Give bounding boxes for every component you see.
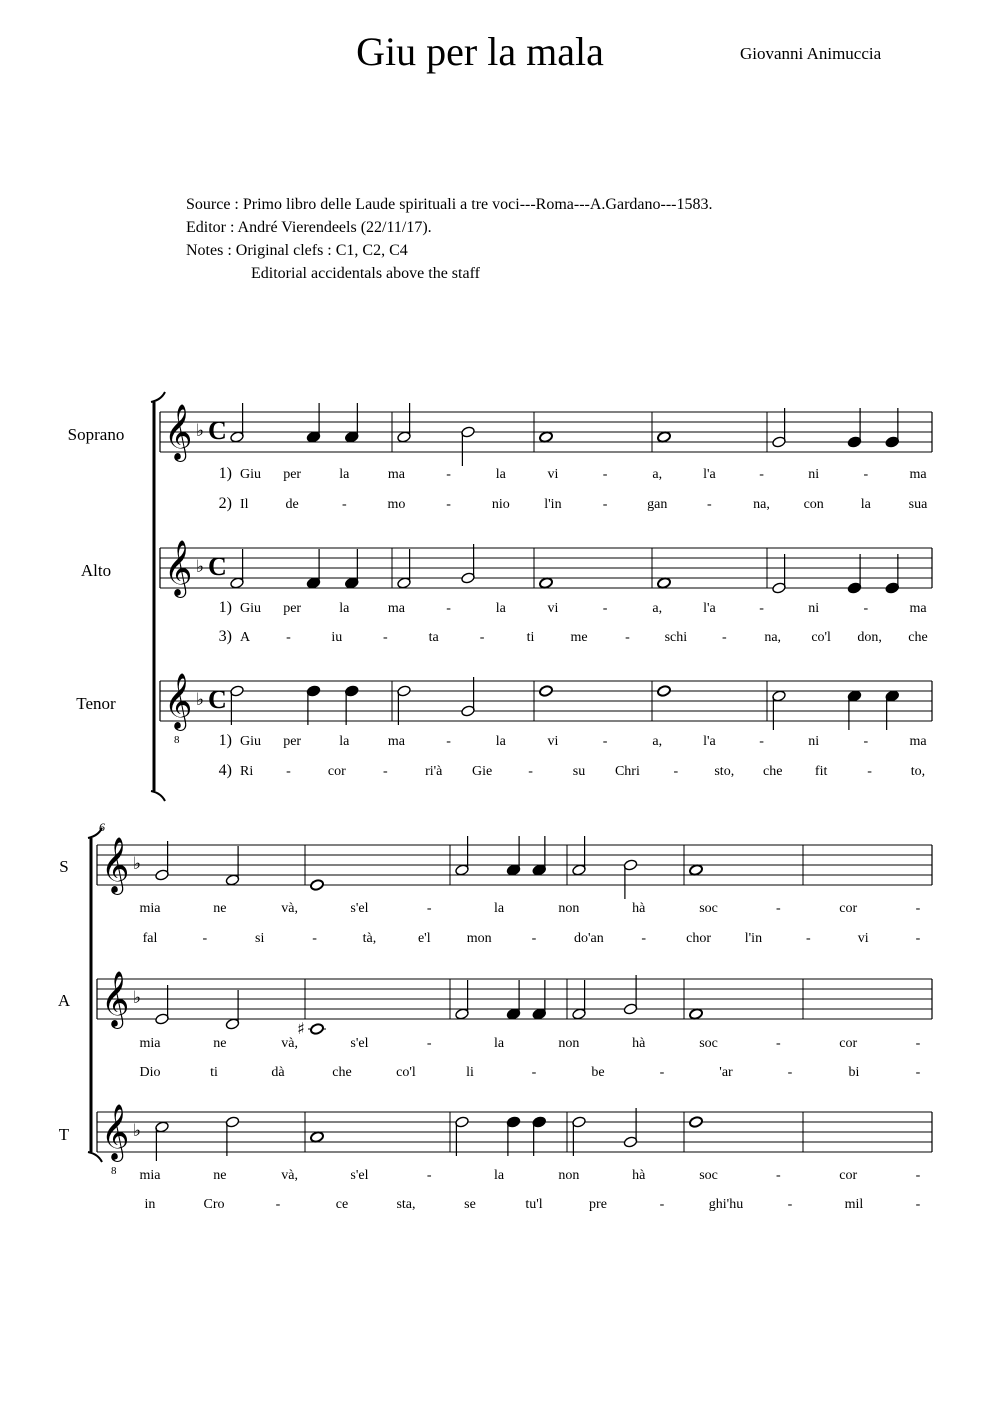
lyric-syllable: non: [558, 1036, 580, 1051]
lyric-syllable: -: [863, 467, 869, 482]
part-name: Soprano: [67, 425, 125, 444]
lyric-syllable: bi: [848, 1065, 860, 1080]
lyric-syllable: l'a: [703, 734, 716, 749]
lyric-syllable: iu: [331, 630, 343, 645]
lyric-syllable: ni: [808, 601, 820, 616]
lyric-syllable: s'el: [350, 1168, 369, 1183]
lyric-syllable: -: [776, 901, 781, 916]
lyric-syllable: la: [339, 467, 350, 482]
lyric-syllable: fal: [142, 931, 158, 946]
lyric-syllable: la: [494, 901, 505, 916]
lyric-syllable: Ri: [240, 764, 254, 779]
lyric-syllable: soc: [699, 1168, 718, 1183]
lyric-syllable: -: [707, 497, 712, 512]
lyric-syllable: don,: [857, 630, 882, 645]
verse-number: 4): [218, 762, 232, 779]
lyric-syllable: mil: [844, 1197, 864, 1212]
lyric-syllable: mia: [139, 1036, 161, 1051]
lyric-syllable: -: [531, 931, 537, 946]
lyric-syllable: la: [495, 601, 506, 616]
lyric-syllable: -: [776, 1036, 781, 1051]
lyric-syllable: -: [863, 601, 869, 616]
lyric-syllable: l'in: [744, 931, 763, 946]
lyric-syllable: co'l: [396, 1065, 416, 1080]
lyric-syllable: Cro: [203, 1197, 225, 1212]
lyric-syllable: -: [446, 601, 451, 616]
lyric-syllable: -: [202, 931, 208, 946]
notes-line-2: Editorial accidentals above the staff: [251, 265, 480, 282]
lyric-syllable: -: [759, 734, 764, 749]
lyric-syllable: -: [286, 764, 291, 779]
flat-key-icon: ♭: [133, 1121, 142, 1141]
lyric-syllable: -: [721, 630, 727, 645]
lyric-syllable: per: [283, 734, 302, 749]
time-signature: C: [208, 416, 227, 445]
lyric-syllable: ne: [213, 1168, 227, 1183]
verse-number: 1): [218, 732, 232, 749]
lyric-syllable: ma: [387, 467, 406, 482]
lyric-syllable: la: [494, 1036, 505, 1051]
lyric-syllable: chor: [686, 931, 712, 946]
lyric-syllable: cor: [839, 1168, 858, 1183]
lyric-syllable: soc: [699, 1036, 718, 1051]
lyric-syllable: e'l: [417, 931, 431, 946]
lyric-syllable: do'an: [573, 931, 604, 946]
lyric-syllable: -: [915, 1065, 921, 1080]
lyric-syllable: l'in: [544, 497, 562, 512]
lyric-syllable: schi: [664, 630, 688, 645]
lyric-syllable: ma: [909, 601, 927, 616]
lyric-syllable: -: [787, 1065, 793, 1080]
note-head: [657, 577, 672, 589]
lyric-syllable: ri'à: [425, 764, 443, 779]
lyric-syllable: de: [285, 497, 299, 512]
lyric-syllable: non: [558, 901, 580, 916]
part-name: S: [59, 857, 69, 876]
lyric-syllable: cor: [839, 1036, 858, 1051]
lyric-syllable: -: [446, 734, 451, 749]
lyric-syllable: -: [915, 901, 921, 916]
lyric-syllable: hà: [632, 1036, 646, 1051]
lyric-syllable: a,: [652, 601, 663, 616]
lyric-syllable: cor: [839, 901, 858, 916]
bracket-bottom-hook: [151, 791, 165, 801]
flat-key-icon: ♭: [196, 690, 205, 710]
lyric-syllable: -: [915, 1197, 921, 1212]
octave-eight-mark: 8: [174, 734, 180, 746]
lyric-syllable: cor: [327, 764, 346, 779]
lyric-syllable: -: [341, 497, 347, 512]
lyric-syllable: -: [759, 601, 764, 616]
lyric-syllable: A: [240, 630, 251, 645]
note-head: [310, 1023, 325, 1035]
lyric-syllable: per: [283, 601, 302, 616]
lyric-syllable: hà: [632, 901, 646, 916]
lyric-syllable: dà: [271, 1065, 285, 1080]
lyric-syllable: la: [339, 734, 350, 749]
lyric-syllable: l'a: [703, 601, 716, 616]
lyric-syllable: na,: [753, 497, 770, 512]
lyric-syllable: -: [382, 764, 388, 779]
composer-name: Giovanni Animuccia: [740, 44, 882, 63]
lyric-syllable: ma: [387, 734, 406, 749]
time-signature: C: [208, 552, 227, 581]
lyric-syllable: sto,: [714, 764, 735, 779]
measure-number: 6: [99, 820, 105, 834]
lyric-syllable: ne: [213, 901, 227, 916]
part-name: Alto: [80, 561, 112, 580]
lyric-syllable: la: [495, 734, 506, 749]
lyric-syllable: Gie: [472, 764, 493, 779]
verse-number: 2): [218, 495, 232, 512]
lyric-syllable: -: [479, 630, 485, 645]
lyric-syllable: li: [466, 1065, 474, 1080]
lyric-syllable: nio: [491, 497, 510, 512]
lyric-syllable: và,: [281, 1036, 298, 1051]
lyric-syllable: -: [602, 497, 608, 512]
lyric-syllable: hà: [632, 1168, 646, 1183]
lyric-syllable: -: [426, 1036, 432, 1051]
lyric-syllable: vi: [547, 467, 559, 482]
lyric-syllable: la: [495, 467, 506, 482]
lyric-syllable: -: [673, 764, 679, 779]
lyric-syllable: ma: [909, 467, 927, 482]
score-title: Giu per la mala: [356, 29, 604, 74]
lyric-syllable: Chri: [614, 764, 640, 779]
lyric-syllable: na,: [764, 630, 782, 645]
lyric-syllable: -: [867, 764, 872, 779]
bracket-bottom-hook: [88, 1152, 102, 1162]
lyric-syllable: me: [570, 630, 588, 645]
part-name: T: [58, 1125, 70, 1144]
lyric-syllable: vi: [857, 931, 869, 946]
lyric-syllable: che: [762, 764, 783, 779]
lyric-syllable: -: [426, 1168, 432, 1183]
lyric-syllable: -: [863, 734, 869, 749]
lyric-syllable: -: [641, 931, 647, 946]
lyric-syllable: -: [659, 1197, 665, 1212]
note-head: [539, 431, 554, 443]
lyric-syllable: fit: [814, 764, 828, 779]
lyric-syllable: mia: [139, 1168, 161, 1183]
lyric-syllable: Il: [240, 497, 249, 512]
lyric-syllable: -: [805, 931, 811, 946]
lyric-syllable: -: [312, 931, 317, 946]
lyric-syllable: ni: [808, 734, 820, 749]
lyric-syllable: -: [286, 630, 291, 645]
lyric-syllable: gan: [647, 497, 668, 512]
bracket-top-hook: [151, 392, 165, 402]
treble-clef-icon: 𝄞: [164, 673, 193, 729]
sharp-icon: ♯: [297, 1019, 305, 1038]
lyric-syllable: s'el: [350, 1036, 369, 1051]
verse-number: 1): [218, 465, 232, 482]
lyric-syllable: soc: [699, 901, 718, 916]
note-head: [539, 577, 554, 589]
note-head: [310, 879, 325, 891]
lyric-syllable: -: [446, 497, 451, 512]
treble-clef-icon: 𝄞: [101, 971, 130, 1027]
verse-number: 3): [218, 628, 232, 645]
lyric-syllable: -: [382, 630, 388, 645]
lyric-syllable: a,: [652, 467, 663, 482]
lyric-syllable: -: [602, 467, 608, 482]
flat-key-icon: ♭: [133, 988, 142, 1008]
treble-clef-icon: 𝄞: [164, 540, 193, 596]
lyric-syllable: -: [275, 1197, 281, 1212]
note-head: [539, 685, 554, 697]
lyric-syllable: Giu: [240, 734, 261, 749]
lyric-syllable: to,: [910, 764, 926, 779]
lyric-syllable: và,: [281, 901, 298, 916]
lyric-syllable: -: [915, 931, 921, 946]
lyric-syllable: ti: [526, 630, 535, 645]
lyric-syllable: -: [602, 734, 608, 749]
lyric-syllable: -: [659, 1065, 665, 1080]
lyric-syllable: 'ar: [719, 1065, 733, 1080]
lyric-syllable: -: [787, 1197, 793, 1212]
lyric-syllable: -: [759, 467, 764, 482]
lyric-syllable: -: [915, 1168, 921, 1183]
octave-eight-mark: 8: [111, 1165, 117, 1177]
lyric-syllable: vi: [547, 734, 559, 749]
lyric-syllable: a,: [652, 734, 663, 749]
note-head: [689, 864, 704, 876]
lyric-syllable: non: [558, 1168, 580, 1183]
lyric-syllable: -: [776, 1168, 781, 1183]
lyric-syllable: Giu: [240, 601, 261, 616]
lyric-syllable: pre: [589, 1197, 607, 1212]
treble-clef-icon: 𝄞: [101, 837, 130, 893]
lyric-syllable: s'el: [350, 901, 369, 916]
lyric-syllable: ne: [213, 1036, 227, 1051]
lyric-syllable: -: [625, 630, 630, 645]
lyric-syllable: mia: [139, 901, 161, 916]
lyric-syllable: -: [446, 467, 451, 482]
lyric-syllable: la: [860, 497, 871, 512]
lyric-syllable: la: [339, 601, 350, 616]
lyric-syllable: tu'l: [525, 1197, 543, 1212]
note-head: [689, 1116, 704, 1128]
note-head: [689, 1008, 704, 1020]
source-line: Source : Primo libro delle Laude spirituali a tre voci---Roma---A.Gardano---1583.: [186, 196, 713, 213]
lyric-syllable: si: [255, 931, 265, 946]
lyric-syllable: la: [494, 1168, 505, 1183]
editor-line: Editor : André Vierendeels (22/11/17).: [186, 219, 432, 236]
lyric-syllable: Dio: [139, 1065, 161, 1080]
lyric-syllable: mo: [387, 497, 406, 512]
note-head: [310, 1131, 325, 1143]
lyric-syllable: ni: [808, 467, 820, 482]
lyric-syllable: mon: [466, 931, 492, 946]
lyric-syllable: con: [803, 497, 824, 512]
lyric-syllable: l'a: [703, 467, 716, 482]
lyric-syllable: ma: [387, 601, 406, 616]
lyric-syllable: se: [464, 1197, 476, 1212]
flat-key-icon: ♭: [196, 421, 205, 441]
note-head: [657, 431, 672, 443]
part-name: A: [57, 991, 71, 1010]
treble-clef-icon: 𝄞: [101, 1104, 130, 1160]
lyric-syllable: tà,: [362, 931, 377, 946]
lyric-syllable: sua: [908, 497, 928, 512]
lyric-syllable: -: [426, 901, 432, 916]
part-name: Tenor: [76, 694, 116, 713]
note-head: [657, 685, 672, 697]
flat-key-icon: ♭: [133, 854, 142, 874]
lyric-syllable: be: [591, 1065, 605, 1080]
verse-number: 1): [218, 599, 232, 616]
lyric-syllable: Giu: [240, 467, 261, 482]
lyric-syllable: -: [528, 764, 533, 779]
lyric-syllable: in: [144, 1197, 156, 1212]
lyric-syllable: co'l: [811, 630, 831, 645]
lyric-syllable: che: [908, 630, 928, 645]
lyric-syllable: sta,: [396, 1197, 416, 1212]
notes-line: Notes : Original clefs : C1, C2, C4: [186, 242, 408, 259]
lyric-syllable: -: [915, 1036, 921, 1051]
flat-key-icon: ♭: [196, 557, 205, 577]
lyric-syllable: che: [332, 1065, 352, 1080]
time-signature: C: [208, 685, 227, 714]
treble-clef-icon: 𝄞: [164, 404, 193, 460]
lyric-syllable: ghi'hu: [708, 1197, 744, 1212]
lyric-syllable: và,: [281, 1168, 298, 1183]
lyric-syllable: ti: [210, 1065, 218, 1080]
lyric-syllable: per: [283, 467, 302, 482]
lyric-syllable: vi: [547, 601, 559, 616]
lyric-syllable: ce: [335, 1197, 349, 1212]
lyric-syllable: su: [572, 764, 586, 779]
lyric-syllable: ma: [909, 734, 927, 749]
lyric-syllable: -: [531, 1065, 537, 1080]
lyric-syllable: -: [602, 601, 608, 616]
lyric-syllable: ta: [428, 630, 439, 645]
